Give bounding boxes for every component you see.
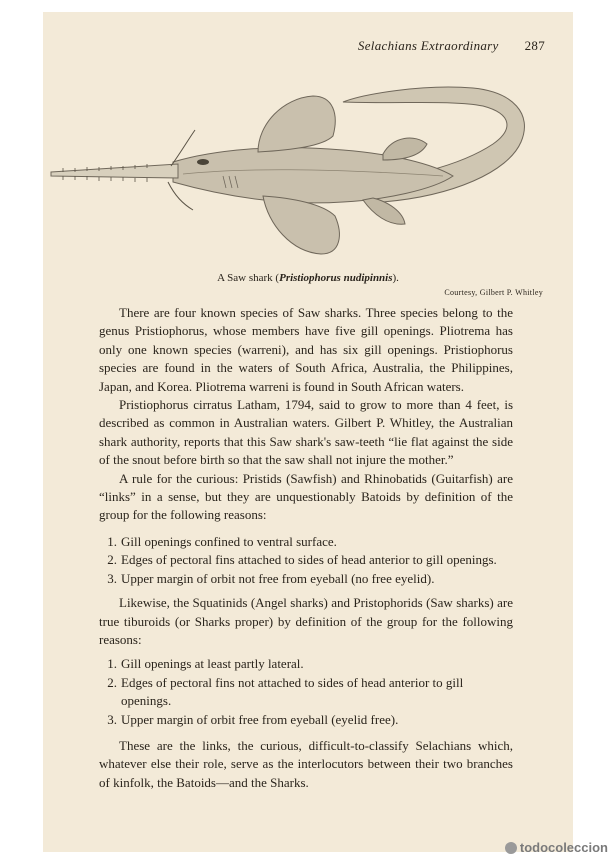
list-shark-reasons xyxy=(101,655,513,729)
list-number: 1. xyxy=(107,533,117,549)
watermark-text: todocoleccion xyxy=(519,840,608,855)
list-number: 2. xyxy=(107,674,117,690)
shark-eye xyxy=(197,159,209,165)
shark-dorsal-fin xyxy=(383,138,427,160)
paragraph-3: A rule for the curious: Pristids (Sawfish) and Rhinobatids (Guitarfish) are “links” in a sense, but they are unquestionably Batoids by definition of the group for the following reasons: xyxy=(99,470,513,523)
caption-species: Pristiophorus nudipinnis xyxy=(279,272,393,284)
figure-credit: Courtesy, Gilbert P. Whitley xyxy=(444,288,543,297)
caption-suffix: ). xyxy=(392,272,399,284)
list-text: Gill openings confined to ventral surface. xyxy=(121,533,337,549)
watermark-logo-icon xyxy=(505,842,517,854)
list-item xyxy=(101,570,513,588)
list-item xyxy=(101,655,513,673)
list-text: Edges of pectoral fins attached to sides of head anterior to gill openings. xyxy=(121,552,497,568)
list-item xyxy=(101,674,513,711)
watermark xyxy=(505,840,608,855)
saw-shark-illustration xyxy=(43,64,573,279)
list-number: 3. xyxy=(107,711,117,727)
list-number: 1. xyxy=(107,656,117,672)
paragraph-4: Likewise, the Squatinids (Angel sharks) and Pristophorids (Saw sharks) are true tiburoids (or Sharks proper) by definition of the group for the following reasons: xyxy=(99,595,513,647)
caption-prefix: A Saw shark ( xyxy=(217,272,280,284)
figure-caption xyxy=(43,272,573,284)
paragraph-1: There are four known species of Saw sharks. Three species belong to the genus Pristiophorus, whose members have five gill openings. Pliotrema has only one known species (warreni), and has six gill openings. Pristiophorus species are found in the waters of South Africa, Australia, the Philippines, Japan, and Korea. Pliotrema warreni is found in South African waters. xyxy=(99,305,513,394)
shark-pelvic-fin xyxy=(363,198,405,224)
list-item xyxy=(101,711,513,729)
chapter-title: Selachians Extraordinary xyxy=(357,38,499,53)
shark-saw xyxy=(51,164,178,178)
book-page xyxy=(43,12,573,852)
shark-pectoral-fin-upper xyxy=(258,96,335,152)
page-number: 287 xyxy=(524,38,545,53)
list-item xyxy=(101,551,513,569)
list-text: Gill openings at least partly lateral. xyxy=(121,656,304,672)
list-item xyxy=(101,533,513,551)
list-number: 3. xyxy=(107,570,117,586)
list-batoid-reasons xyxy=(101,533,513,588)
list-text: Upper margin of orbit not free from eyeball (no free eyelid). xyxy=(121,570,435,586)
list-text: Edges of pectoral fins not attached to sides of head anterior to gill openings. xyxy=(121,674,464,709)
list-number: 2. xyxy=(107,552,117,568)
list-text: Upper margin of orbit free from eyeball (eyelid free). xyxy=(121,711,399,727)
paragraph-2: Pristiophorus cirratus Latham, 1794, said to grow to more than 4 feet, is described as common in Australian waters. Gilbert P. Whitley, the Australian shark authority, reports that this Saw shark's saw-teeth “lie flat against the side of the snout before birth so that the saw shall not injure the mother.” xyxy=(99,397,513,468)
paragraph-5: These are the links, the curious, difficult-to-classify Selachians which, whatever else their role, serve as the interlocutors between their two branches of kinfolk, the Batoids—and the Sharks. xyxy=(99,737,513,790)
body-text xyxy=(99,304,513,792)
shark-pectoral-fin-lower xyxy=(263,196,339,254)
running-head xyxy=(358,38,545,54)
